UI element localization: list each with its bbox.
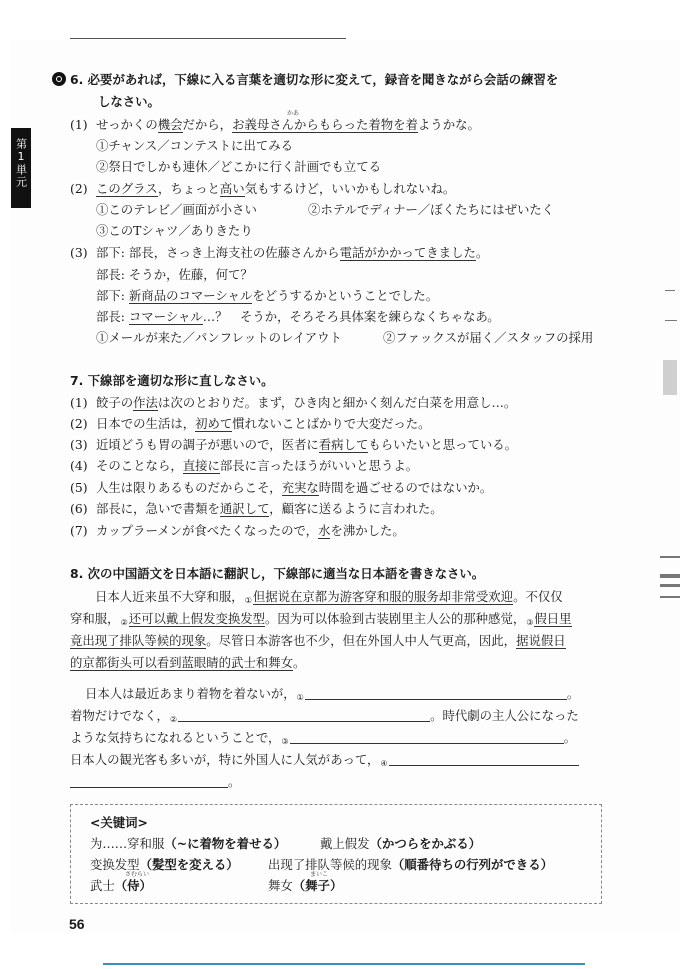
keyword-ja: （かつらをかぶる） (369, 836, 482, 851)
translation-line1 (85, 686, 579, 706)
unit-side-tab (11, 128, 31, 208)
text: 日本人は最近あまり着物を着ないが， (85, 686, 296, 701)
item-number: (6) (70, 501, 88, 516)
text: ，顧客に送るように言われた。 (269, 501, 443, 516)
translation-line3 (70, 730, 576, 750)
text: 穿和服， (70, 611, 120, 626)
keyword-ja: （髪型を変える） (139, 857, 239, 872)
chinese-passage-line1 (95, 589, 563, 609)
underlined-text: 的京都街头可以看到蓝眼睛的武士和舞女 (70, 655, 294, 670)
scan-artifact (665, 290, 675, 291)
scan-artifact (663, 360, 677, 395)
text: 。因为可以体验到古装剧里主人公的那种感觉， (265, 611, 526, 626)
ex7-item-4 (70, 458, 418, 474)
keyword-ja: （侍） (114, 878, 152, 893)
marker-3: ③ (281, 737, 289, 746)
answer-blank-2[interactable] (178, 710, 430, 722)
keyword-zh: 舞女 (268, 878, 293, 893)
answer-blank-4[interactable] (389, 754, 579, 766)
speaker: 部下: (96, 288, 125, 303)
speaker: 部下: (96, 245, 125, 260)
ex7-number: 7. (70, 373, 84, 388)
text: 近頃どうも胃の調子が悪いので，医者に (96, 437, 319, 452)
keyword-zh: 戴上假发 (320, 836, 370, 851)
text: 人生は限りあるものだからこそ， (96, 480, 282, 495)
text: 時間を過ごせるのではないか。 (318, 480, 493, 495)
item-number: (1) (70, 395, 88, 410)
chinese-passage-line3 (70, 633, 566, 649)
keyword-pair (268, 878, 342, 894)
option: ③このTシャツ／ありきたり (96, 223, 253, 238)
keyword-pair (90, 878, 152, 894)
option: ②ファックスが届く／スタッフの採用 (383, 330, 594, 345)
keyword-zh: 变换发型 (90, 857, 140, 872)
answer-blank-1[interactable] (305, 688, 567, 700)
marker-1: ① (244, 596, 252, 605)
underlined-text: 新商品のコマーシャル (128, 288, 253, 303)
ex6-item-3-line4 (96, 309, 500, 325)
keyword-pair (320, 836, 481, 852)
ex8-instruction: 次の中国語文を日本語に翻訳し，下線部に適当な日本語を書きなさい。 (87, 566, 485, 581)
underlined-text: 但据说在京都为游客穿和服的服务却非常受欢迎 (252, 589, 514, 604)
ex7-item-5 (70, 480, 492, 496)
item-number: (2) (70, 416, 88, 431)
text: だから， (182, 117, 233, 132)
chinese-passage-line4 (70, 655, 305, 671)
text: ようかな。 (417, 117, 480, 132)
keyword-pair (90, 836, 286, 852)
marker-2: ② (120, 618, 128, 627)
item-number: (3) (70, 437, 88, 452)
header-rule (70, 38, 346, 39)
ex7-item-7 (70, 523, 405, 539)
ex7-item-6 (70, 501, 443, 517)
text: 着物だけでなく， (70, 708, 169, 723)
speaker: 部長: (96, 309, 125, 324)
ex8-title (70, 566, 484, 582)
text: 気もするけど，いいかもしれないね。 (244, 181, 456, 196)
underlined-text: 機会 (157, 117, 183, 132)
underlined-text: 据说假日 (516, 633, 566, 648)
text: 部長に，急いで書類を (96, 501, 220, 516)
underlined-text: 初めて (195, 416, 233, 431)
marker-1: ① (296, 693, 304, 702)
text: 慣れないことばかりで大変だった。 (232, 416, 431, 431)
underlined-text: 高い (219, 181, 245, 196)
speaker: 部長: (96, 267, 125, 282)
cd-audio-icon[interactable] (52, 72, 66, 86)
underlined-text: 看病して (318, 437, 369, 452)
ex7-item-3 (70, 437, 517, 453)
marker-3: ③ (526, 618, 534, 627)
item-number: (5) (70, 480, 88, 495)
keyword-zh: 出现了排队等候的现象 (268, 857, 392, 872)
translation-line5 (70, 774, 240, 790)
ex7-item-2 (70, 416, 431, 432)
answer-blank-4-cont[interactable] (70, 776, 228, 788)
text: 日本での生活は， (96, 416, 196, 431)
ex6-number: 6. (70, 72, 84, 87)
text: は次のとおりだ。まず，ひき肉と細かく刻んだ白菜を用意し…。 (157, 395, 517, 410)
text: せっかくの (96, 117, 158, 132)
translation-line4 (70, 752, 579, 772)
scan-artifact (665, 320, 677, 321)
scan-artifact (660, 556, 680, 558)
page-number: 56 (69, 916, 85, 932)
marker-4: ④ (380, 759, 388, 768)
ex7-instruction: 下線部を適切な形に直しなさい。 (87, 373, 274, 388)
text: 。 (228, 774, 241, 789)
text: 日本人近来虽不大穿和服， (95, 589, 244, 604)
ex7-title (70, 373, 274, 389)
text: そのことなら， (96, 458, 183, 473)
option: ②ホテルでディナー／ぼくたちにはぜいたく (308, 202, 555, 217)
scan-artifact (660, 574, 680, 578)
marker-2: ② (169, 715, 178, 724)
scan-artifact (660, 584, 680, 587)
underlined-text: コマーシャル (128, 309, 203, 324)
furigana: かあ (287, 110, 300, 117)
text: 。時代劇の主人公になった (430, 708, 579, 723)
item-number: (2) (70, 181, 88, 196)
text: 部長に言ったほうがいいと思うよ。 (219, 458, 419, 473)
translation-line2 (70, 708, 579, 728)
keyword-ja: （舞子） (292, 878, 343, 893)
ex6-item-3-line1 (70, 245, 488, 261)
scan-artifact (660, 596, 680, 598)
text: ような気持ちになれるということで， (70, 730, 281, 745)
keyword-zh: 武士 (90, 878, 115, 893)
item-number: (1) (70, 117, 88, 132)
text: そうか，佐藤，何て？ (128, 267, 253, 282)
text: 。不仅仅 (513, 589, 563, 604)
underlined-text: 竟出现了排队等候的现象 (70, 633, 207, 648)
ex8-number: 8. (70, 566, 84, 581)
ex6-item-1 (70, 117, 480, 133)
text: もらいたいと思っている。 (368, 437, 518, 452)
text: ，ちょっと (157, 181, 220, 196)
underlined-text: 假日里 (534, 611, 572, 626)
ex7-item-1 (70, 395, 516, 411)
answer-blank-3[interactable] (290, 732, 564, 744)
ex6-instruction: 必要があれば，下線に入る言葉を適切な形に変えて，録音を聞きながら会話の練習を (87, 72, 559, 87)
option: ①メールが来た／パンフレットのレイアウト (96, 330, 342, 345)
furigana: まいこ (310, 871, 329, 878)
underlined-text: 通訳して (219, 501, 270, 516)
unit-label: 第1単元 (14, 138, 28, 188)
ex6-item-2 (70, 181, 455, 197)
underlined-text: このグラス (96, 181, 158, 196)
ex6-title-line1 (52, 72, 558, 88)
keyword-pair (90, 857, 239, 873)
keywords-title: <关键词> (90, 815, 148, 830)
ex6-item-3-line3 (96, 288, 438, 304)
option: ①このテレビ／画面が小さい (96, 202, 257, 217)
text: を沸かした。 (330, 523, 405, 538)
underlined-text: 電話がかかってきました (339, 245, 476, 260)
option: ②祭日でしかも連休／どこかに行く計画でも立てる (96, 159, 381, 174)
text: カップラーメンが食べたくなったので， (96, 523, 319, 538)
furigana: さむらい (125, 871, 150, 878)
text: 。 (475, 245, 489, 260)
text: 。 (566, 686, 580, 701)
text: 。 (293, 655, 306, 670)
keyword-ja: （順番待ちの行列ができる） (391, 857, 553, 872)
item-number: (3) (70, 245, 88, 260)
text: 。尽管日本游客也不少，但在外国人中人气更高，因此， (206, 633, 517, 648)
underlined-text: 作法 (133, 395, 158, 410)
ex6-item-3-line2 (96, 267, 253, 283)
underlined-text: お義母さんからもらった着物を着 (232, 117, 418, 132)
text: 部長，さっき上海支社の佐藤さんから (128, 245, 340, 260)
text: 餃子の (96, 395, 134, 410)
item-number: (4) (70, 458, 88, 473)
item-number: (7) (70, 523, 88, 538)
underlined-text: 直接に (182, 458, 220, 473)
keyword-ja: （~に着物を着せる） (164, 836, 287, 851)
text: をどうするかということでした。 (252, 288, 439, 303)
underlined-text: 还可以戴上假发变换发型 (128, 611, 266, 626)
ex6-title-line2: しなさい。 (98, 94, 160, 109)
footer-rule (103, 963, 585, 965)
keyword-zh: 为……穿和服 (90, 836, 165, 851)
underlined-text: 水 (318, 523, 331, 538)
text: 。 (563, 730, 576, 745)
text: 日本人の観光客も多いが，特に外国人に人気があって， (70, 752, 380, 767)
underlined-text: 充実な (281, 480, 319, 495)
option: ①チャンス／コンテストに出てみる (96, 138, 294, 153)
chinese-passage-line2 (70, 611, 572, 631)
text: …？ そうか，そろそろ具体案を練らなくちゃなあ。 (202, 309, 500, 324)
